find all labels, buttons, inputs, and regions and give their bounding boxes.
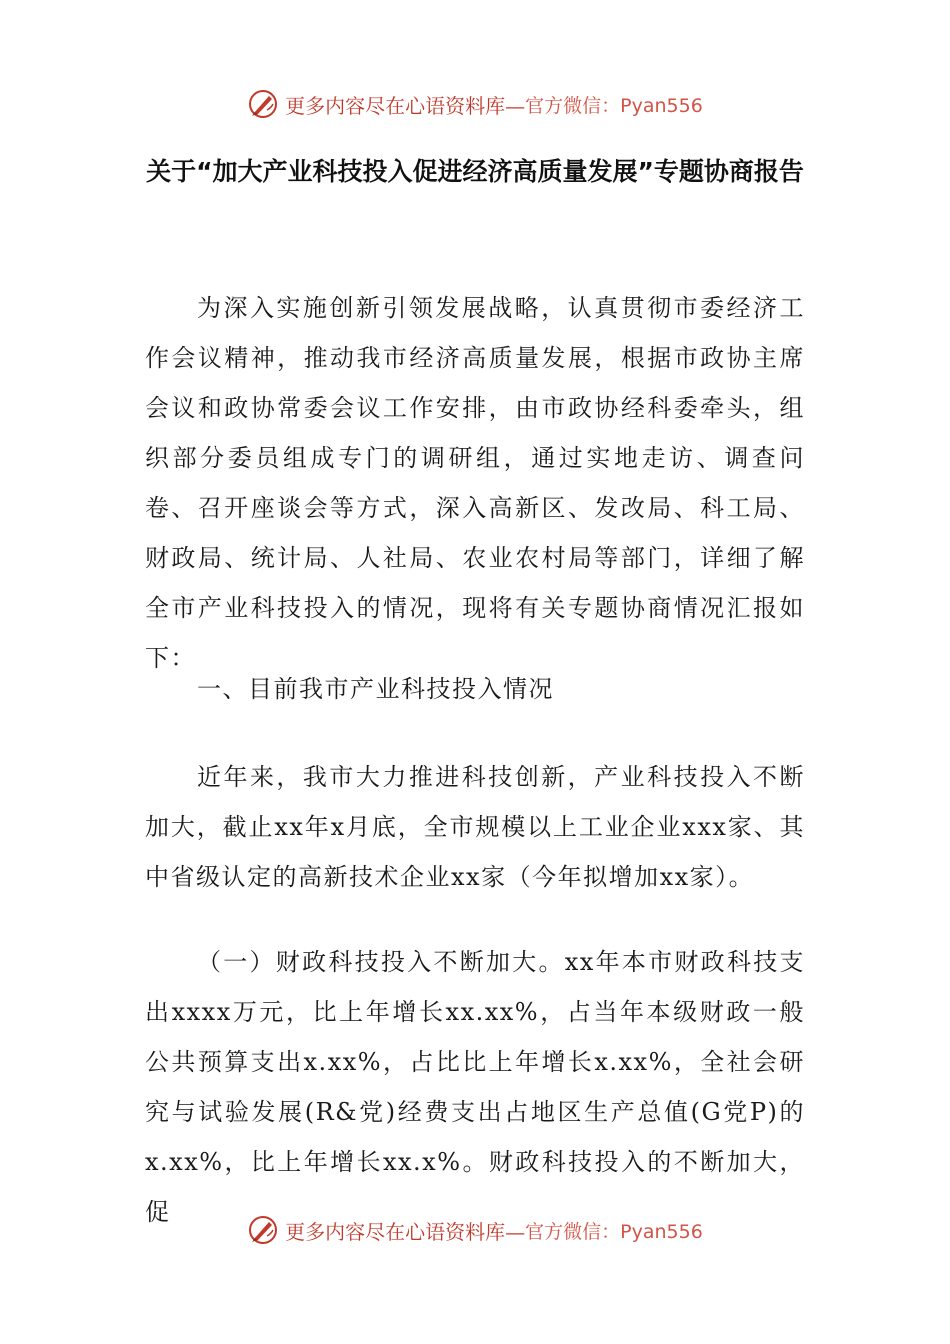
subsection-paragraph: （一）财政科技投入不断加大。xx年本市财政科技支出xxxx万元，比上年增长xx.xx%，占当年本级财政一般公共预算支出x.xx%，占比比上年增长x.xx%，全社会研究与试验发展(R&党)经费支出占地区生产总值(G党P)的x.xx%，比上年增长xx.x%。财政科技投入的不断加大，促 bbox=[145, 948, 805, 1226]
section-heading: 一、目前我市产业科技投入情况 bbox=[197, 675, 554, 703]
document-title: 关于“加大产业科技投入促进经济高质量发展”专题协商报告 bbox=[146, 157, 804, 186]
watermark-wechat-text: 官方微信：Pyan556 bbox=[525, 94, 703, 117]
watermark-main-text: 更多内容尽在心语资料库— bbox=[285, 1219, 526, 1244]
intro-paragraph: 为深入实施创新引领发展战略，认真贯彻市委经济工作会议精神，推动我市经济高质量发展，根据市政协主席会议和政协常委会议工作安排，由市政协经科委牵头，组织部分委员组成专门的调研组，通过实地走访、调查问卷、召开座谈会等方式，深入高新区、发改局、科工局、财政局、统计局、人社局、农业农村局等部门，详细了解全市产业科技投入的情况，现将有关专题协商情况汇报如下： bbox=[145, 294, 805, 672]
watermark-header bbox=[0, 84, 950, 124]
watermark-footer bbox=[0, 1210, 950, 1250]
pen-logo-icon bbox=[247, 1214, 279, 1246]
watermark-wechat-text: 官方微信：Pyan556 bbox=[525, 1220, 703, 1243]
watermark-main-text: 更多内容尽在心语资料库— bbox=[285, 93, 526, 118]
pen-logo-icon bbox=[247, 88, 279, 120]
body-paragraph: 近年来，我市大力推进科技创新，产业科技投入不断加大，截止xx年x月底，全市规模以上工业企业xxx家、其中省级认定的高新技术企业xx家（今年拟增加xx家）。 bbox=[145, 763, 805, 891]
